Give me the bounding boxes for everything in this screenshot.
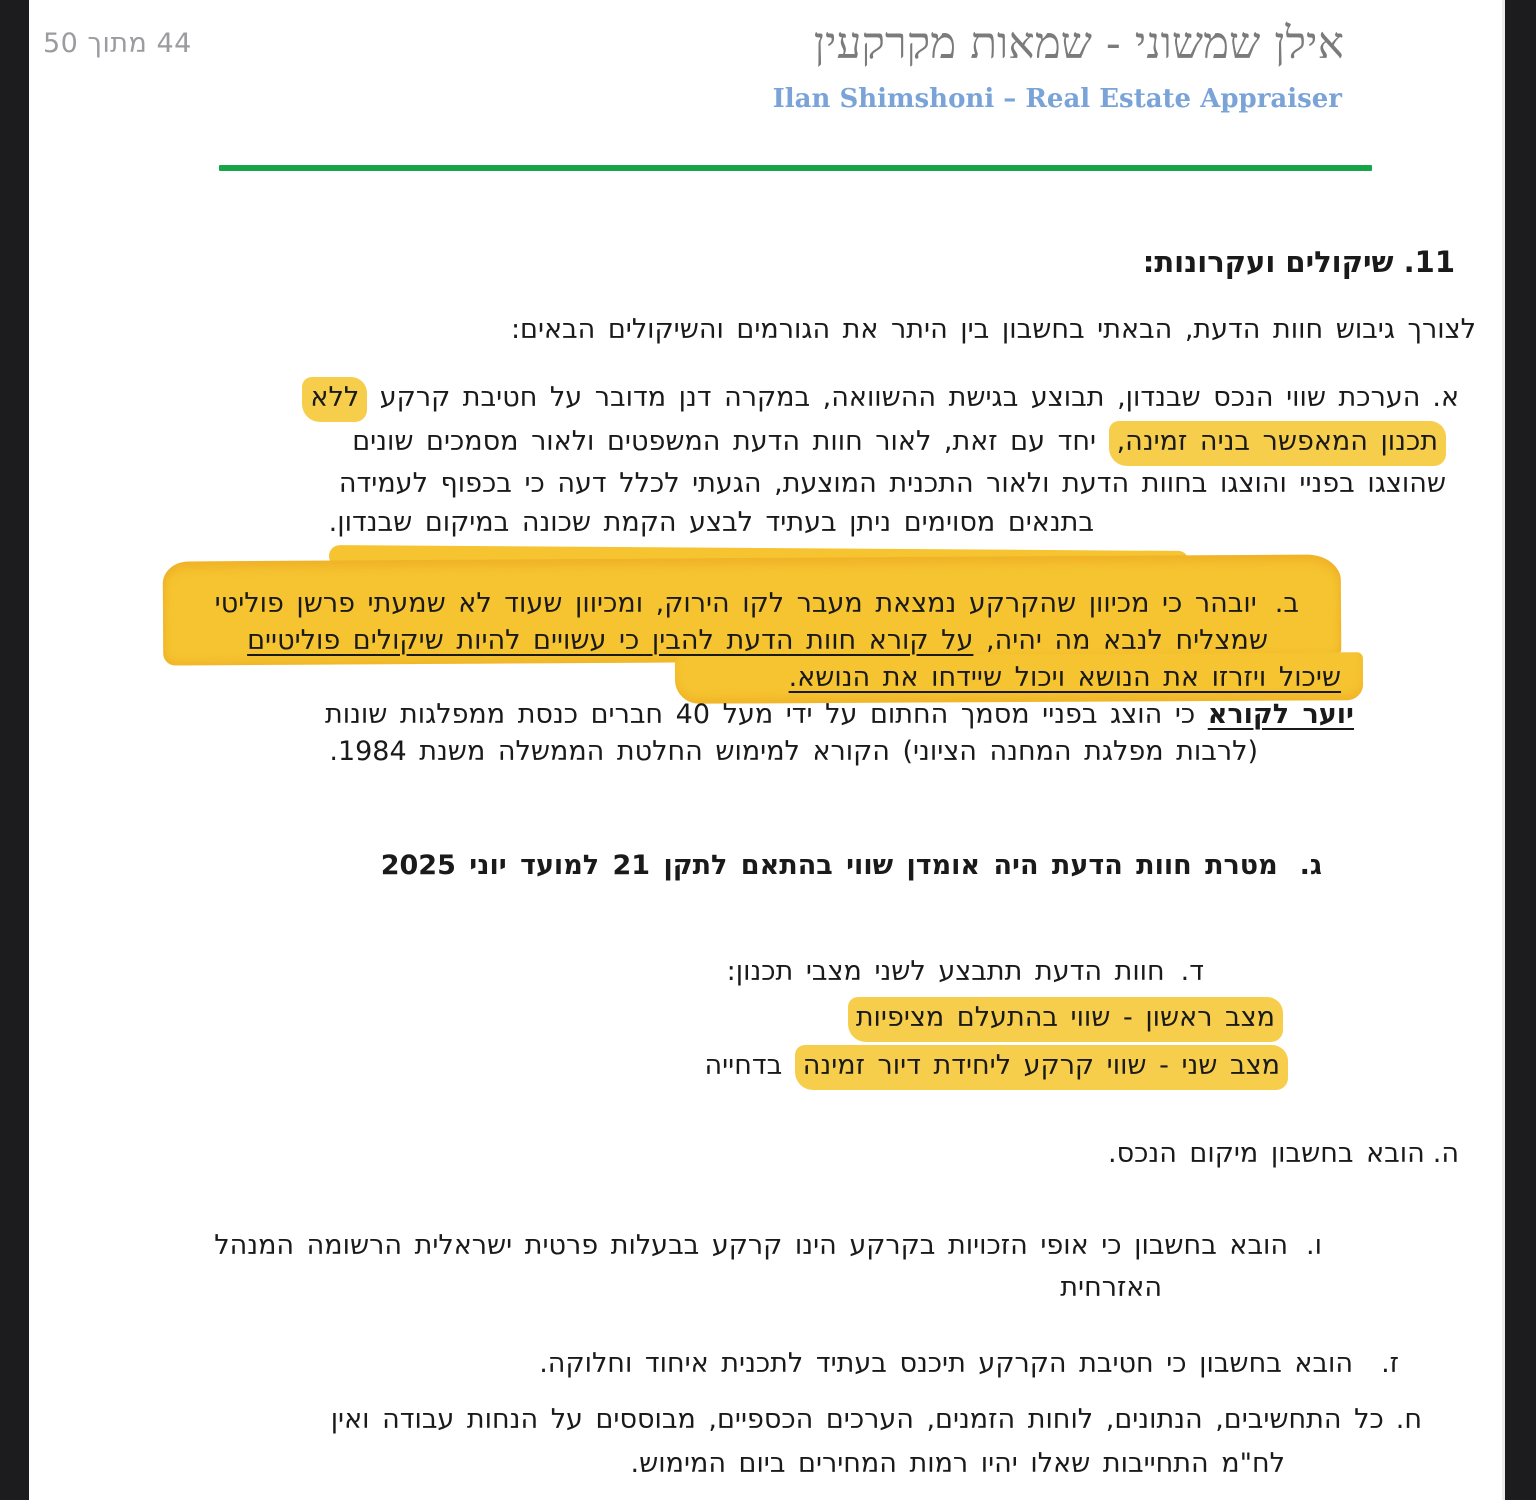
item-bet-text: כי הוצג בפניי מסמך החתום על ידי מעל 40 חברים כנסת ממפלגות שונות: [325, 699, 1196, 730]
planning-state-1: [848, 1000, 1283, 1036]
item-gimel-text: מטרת חוות הדעת היה אומדן שווי בהתאם לתקן 21 למועד יוני 2025: [380, 850, 1278, 881]
item-bet-line-5: (לרבות מפלגת המחנה הציוני) הקורא למימוש החלטת הממשלה משנת 1984.: [329, 736, 1258, 767]
item-alef-line-2: [352, 424, 1446, 460]
item-bet-line-2: [247, 623, 1268, 659]
list-marker-vav: ו.: [1306, 1230, 1322, 1261]
planning-state-2: [704, 1048, 1288, 1084]
item-bet-text: שמצליח לנבא מה יהיה,: [986, 625, 1268, 656]
letterhead-subtitle-english: Ilan Shimshoni – Real Estate Appraiser: [772, 84, 1342, 114]
item-vav-line-2: האזרחית: [1060, 1272, 1162, 1303]
list-marker-alef: א.: [1432, 382, 1459, 413]
list-marker-he: ה.: [1432, 1138, 1459, 1169]
item-alef-text: יחד עם זאת, לאור חוות הדעת המשפטים ולאור מסמכים שונים: [352, 426, 1096, 457]
item-vav-line-1: [214, 1228, 1322, 1264]
list-marker-dalet: ד.: [1180, 956, 1204, 987]
section-heading: 11. שיקולים ועקרונות:: [1142, 245, 1455, 279]
item-alef-line-3: שהוצגו בפניי והוצגו בחוות הדעת ולאור התכנית המוצעת, הגעתי לכלל דעה כי בכפוף לעמידה: [338, 468, 1446, 499]
planning-state-2-tail: בדחייה: [704, 1050, 783, 1081]
item-het-line-1: [331, 1402, 1422, 1438]
letterhead-title-hebrew: אילן שמשוני - שמאות מקרקעין: [813, 18, 1344, 69]
highlight-alef-line1: ללא: [302, 377, 367, 422]
highlight-state-1: מצב ראשון - שווי בהתעלם מציפיות: [848, 997, 1283, 1042]
list-marker-gimel: ג.: [1299, 850, 1322, 881]
item-he-text: הובא בחשבון מיקום הנכס.: [1108, 1138, 1425, 1169]
document-page: [29, 0, 1505, 1500]
list-marker-zayin: ז.: [1381, 1348, 1399, 1379]
item-het-text: כל התחשיבים, הנתונים, לוחות הזמנים, הערכים הכספיים, מבוססים על הנחות עבודה ואין: [330, 1404, 1384, 1435]
item-bet-underlined: שיכול ויזרזו את הנושא ויכול שיידחו את הנושא.: [788, 662, 1341, 693]
item-bet-line-4: [325, 697, 1354, 733]
intro-paragraph: לצורך גיבוש חוות הדעת, הבאתי בחשבון בין היתר את הגורמים והשיקולים הבאים:: [510, 314, 1476, 345]
item-alef-line-1: [302, 380, 1459, 416]
item-zayin-line: [539, 1346, 1399, 1382]
item-dalet-text: חוות הדעת תתבצע לשני מצבי תכנון:: [726, 956, 1165, 987]
item-vav-text: הובא בחשבון כי אופי הזכויות בקרקע הינו קרקע בבעלות פרטית ישראלית הרשומה המנהל: [214, 1230, 1289, 1261]
list-marker-bet: ב.: [1274, 588, 1299, 619]
highlight-alef-line2: תכנון המאפשר בניה זמינה,: [1109, 421, 1446, 466]
item-alef-text: הערכת שווי הנכס שבנדון, תבוצע בגישת ההשוואה, במקרה דנן מדובר על חטיבת קרקע: [379, 382, 1421, 413]
letterhead-green-rule: [219, 165, 1372, 171]
item-he-line: [1108, 1136, 1459, 1172]
page-indicator: 44 מתוך 50: [43, 28, 192, 59]
item-bet-line-1: [215, 586, 1299, 622]
item-gimel-line: [381, 848, 1322, 884]
highlight-state-2: מצב שני - שווי קרקע ליחידת דיור זמינה: [795, 1045, 1288, 1090]
item-bet-underlined: על קורא חוות הדעת להבין כי עשויים להיות שיקולים פוליטיים: [247, 625, 974, 656]
item-alef-line-4: בתנאים מסוימים ניתן בעתיד לבצע הקמת שכונה במיקום שבנדון.: [328, 507, 1094, 538]
item-het-line-2: לח"מ התחייבות שאלו יהיו רמות המחירים ביום המימוש.: [630, 1448, 1285, 1479]
item-dalet-line: [727, 954, 1204, 990]
list-marker-het: ח.: [1395, 1404, 1422, 1435]
reader-note-label: יוער לקורא: [1207, 699, 1354, 730]
item-bet-line-3: [789, 660, 1341, 696]
item-zayin-text: הובא בחשבון כי חטיבת הקרקע תיכנס בעתיד לתכנית איחוד וחלוקה.: [539, 1348, 1354, 1379]
item-bet-text: יובהר כי מכיוון שהקרקע נמצאת מעבר לקו הירוק, ומכיוון שעוד לא שמעתי פרשן פוליטי: [214, 588, 1257, 619]
